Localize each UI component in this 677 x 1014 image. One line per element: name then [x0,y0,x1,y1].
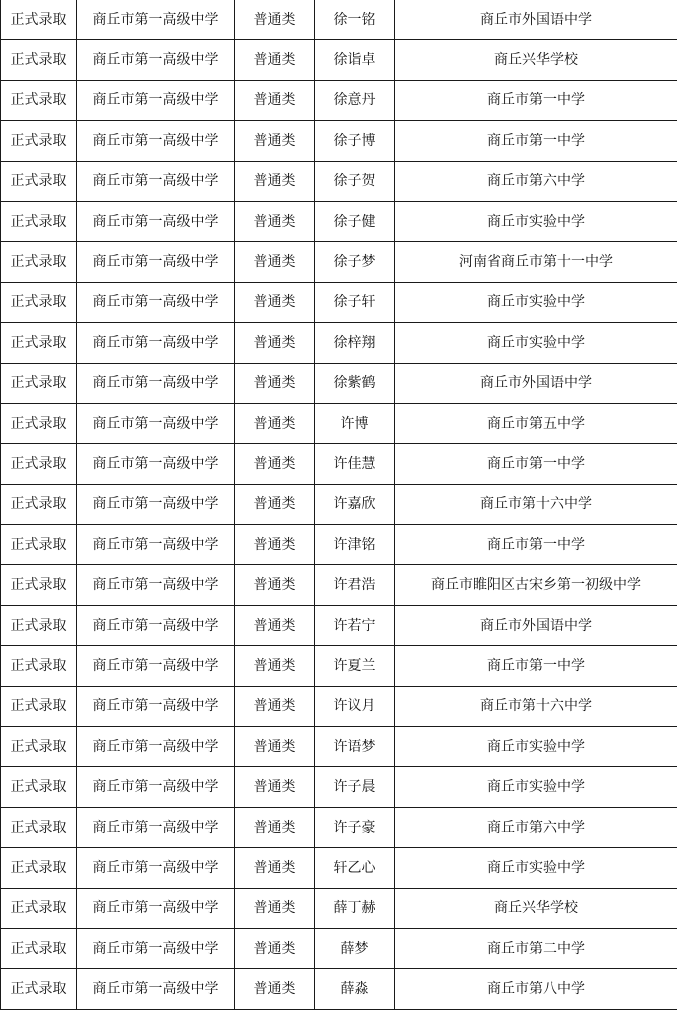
category-cell: 普通类 [235,323,315,363]
status-cell: 正式录取 [1,888,77,928]
category-cell: 普通类 [235,686,315,726]
graduating-school-cell: 商丘市外国语中学 [395,605,677,645]
category-cell: 普通类 [235,767,315,807]
student-name-cell: 薛淼 [315,969,395,1009]
admitting-school-cell: 商丘市第一高级中学 [77,121,235,161]
table-row [1,0,677,40]
graduating-school-cell: 商丘市实验中学 [395,767,677,807]
category-cell: 普通类 [235,848,315,888]
status-cell: 正式录取 [1,565,77,605]
table-row [1,605,677,645]
category-cell: 普通类 [235,969,315,1009]
status-cell: 正式录取 [1,80,77,120]
student-name-cell: 徐子梦 [315,242,395,282]
category-cell: 普通类 [235,363,315,403]
graduating-school-cell: 商丘市实验中学 [395,323,677,363]
category-cell: 普通类 [235,0,315,40]
graduating-school-cell: 商丘市实验中学 [395,727,677,767]
graduating-school-cell: 商丘市外国语中学 [395,363,677,403]
table-row [1,242,677,282]
student-name-cell: 许子豪 [315,807,395,847]
category-cell: 普通类 [235,525,315,565]
admitting-school-cell: 商丘市第一高级中学 [77,201,235,241]
graduating-school-cell: 商丘市第十六中学 [395,686,677,726]
category-cell: 普通类 [235,484,315,524]
status-cell: 正式录取 [1,121,77,161]
table-row [1,807,677,847]
graduating-school-cell: 商丘市第五中学 [395,403,677,443]
status-cell: 正式录取 [1,323,77,363]
category-cell: 普通类 [235,201,315,241]
status-cell: 正式录取 [1,161,77,201]
table-row [1,363,677,403]
graduating-school-cell: 商丘市实验中学 [395,201,677,241]
admitting-school-cell: 商丘市第一高级中学 [77,363,235,403]
graduating-school-cell: 商丘市第六中学 [395,161,677,201]
student-name-cell: 徐梓翔 [315,323,395,363]
table-row [1,767,677,807]
admitting-school-cell: 商丘市第一高级中学 [77,969,235,1009]
table-row [1,646,677,686]
admitting-school-cell: 商丘市第一高级中学 [77,928,235,968]
admitting-school-cell: 商丘市第一高级中学 [77,282,235,322]
table-row [1,282,677,322]
category-cell: 普通类 [235,282,315,322]
student-name-cell: 许语梦 [315,727,395,767]
table-row [1,928,677,968]
category-cell: 普通类 [235,444,315,484]
graduating-school-cell: 河南省商丘市第十一中学 [395,242,677,282]
student-name-cell: 徐一铭 [315,0,395,40]
student-name-cell: 徐子轩 [315,282,395,322]
graduating-school-cell: 商丘市第二中学 [395,928,677,968]
category-cell: 普通类 [235,807,315,847]
table-row [1,484,677,524]
student-name-cell: 徐子贺 [315,161,395,201]
category-cell: 普通类 [235,242,315,282]
student-name-cell: 薛丁赫 [315,888,395,928]
status-cell: 正式录取 [1,40,77,80]
category-cell: 普通类 [235,121,315,161]
category-cell: 普通类 [235,727,315,767]
graduating-school-cell: 商丘市第十六中学 [395,484,677,524]
table-row [1,888,677,928]
admitting-school-cell: 商丘市第一高级中学 [77,161,235,201]
graduating-school-cell: 商丘市第一中学 [395,444,677,484]
admitting-school-cell: 商丘市第一高级中学 [77,80,235,120]
graduating-school-cell: 商丘市外国语中学 [395,0,677,40]
status-cell: 正式录取 [1,928,77,968]
student-name-cell: 许佳慧 [315,444,395,484]
category-cell: 普通类 [235,161,315,201]
graduating-school-cell: 商丘市实验中学 [395,282,677,322]
admission-list-body [1,0,677,1009]
status-cell: 正式录取 [1,444,77,484]
graduating-school-cell: 商丘市第六中学 [395,807,677,847]
student-name-cell: 许若宁 [315,605,395,645]
admitting-school-cell: 商丘市第一高级中学 [77,40,235,80]
student-name-cell: 薛梦 [315,928,395,968]
status-cell: 正式录取 [1,605,77,645]
table-row [1,727,677,767]
student-name-cell: 徐紫鹤 [315,363,395,403]
table-row [1,121,677,161]
table-row [1,201,677,241]
status-cell: 正式录取 [1,767,77,807]
student-name-cell: 许子晨 [315,767,395,807]
student-name-cell: 徐子健 [315,201,395,241]
admitting-school-cell: 商丘市第一高级中学 [77,403,235,443]
status-cell: 正式录取 [1,686,77,726]
table-row [1,525,677,565]
status-cell: 正式录取 [1,727,77,767]
status-cell: 正式录取 [1,848,77,888]
graduating-school-cell: 商丘市第一中学 [395,80,677,120]
admitting-school-cell: 商丘市第一高级中学 [77,525,235,565]
status-cell: 正式录取 [1,969,77,1009]
table-row [1,40,677,80]
admitting-school-cell: 商丘市第一高级中学 [77,807,235,847]
student-name-cell: 许津铭 [315,525,395,565]
admitting-school-cell: 商丘市第一高级中学 [77,444,235,484]
table-row [1,323,677,363]
admitting-school-cell: 商丘市第一高级中学 [77,565,235,605]
graduating-school-cell: 商丘市实验中学 [395,848,677,888]
admitting-school-cell: 商丘市第一高级中学 [77,727,235,767]
category-cell: 普通类 [235,403,315,443]
admitting-school-cell: 商丘市第一高级中学 [77,646,235,686]
status-cell: 正式录取 [1,282,77,322]
status-cell: 正式录取 [1,807,77,847]
graduating-school-cell: 商丘兴华学校 [395,40,677,80]
category-cell: 普通类 [235,40,315,80]
category-cell: 普通类 [235,80,315,120]
table-row [1,403,677,443]
status-cell: 正式录取 [1,646,77,686]
student-name-cell: 徐意丹 [315,80,395,120]
category-cell: 普通类 [235,888,315,928]
graduating-school-cell: 商丘市睢阳区古宋乡第一初级中学 [395,565,677,605]
admitting-school-cell: 商丘市第一高级中学 [77,0,235,40]
status-cell: 正式录取 [1,201,77,241]
admitting-school-cell: 商丘市第一高级中学 [77,767,235,807]
admitting-school-cell: 商丘市第一高级中学 [77,888,235,928]
student-name-cell: 许嘉欣 [315,484,395,524]
admitting-school-cell: 商丘市第一高级中学 [77,848,235,888]
student-name-cell: 许夏兰 [315,646,395,686]
student-name-cell: 许君浩 [315,565,395,605]
table-row [1,686,677,726]
admitting-school-cell: 商丘市第一高级中学 [77,686,235,726]
status-cell: 正式录取 [1,525,77,565]
student-name-cell: 徐诣卓 [315,40,395,80]
status-cell: 正式录取 [1,0,77,40]
admitting-school-cell: 商丘市第一高级中学 [77,484,235,524]
graduating-school-cell: 商丘兴华学校 [395,888,677,928]
category-cell: 普通类 [235,646,315,686]
status-cell: 正式录取 [1,403,77,443]
student-name-cell: 许博 [315,403,395,443]
admitting-school-cell: 商丘市第一高级中学 [77,605,235,645]
category-cell: 普通类 [235,565,315,605]
admitting-school-cell: 商丘市第一高级中学 [77,242,235,282]
graduating-school-cell: 商丘市第八中学 [395,969,677,1009]
category-cell: 普通类 [235,928,315,968]
table-row [1,565,677,605]
status-cell: 正式录取 [1,242,77,282]
table-row [1,444,677,484]
student-name-cell: 轩乙心 [315,848,395,888]
table-row [1,969,677,1009]
graduating-school-cell: 商丘市第一中学 [395,525,677,565]
table-row [1,848,677,888]
status-cell: 正式录取 [1,484,77,524]
category-cell: 普通类 [235,605,315,645]
graduating-school-cell: 商丘市第一中学 [395,646,677,686]
student-name-cell: 徐子博 [315,121,395,161]
table-row [1,161,677,201]
admitting-school-cell: 商丘市第一高级中学 [77,323,235,363]
student-name-cell: 许议月 [315,686,395,726]
table-row [1,80,677,120]
status-cell: 正式录取 [1,363,77,403]
graduating-school-cell: 商丘市第一中学 [395,121,677,161]
